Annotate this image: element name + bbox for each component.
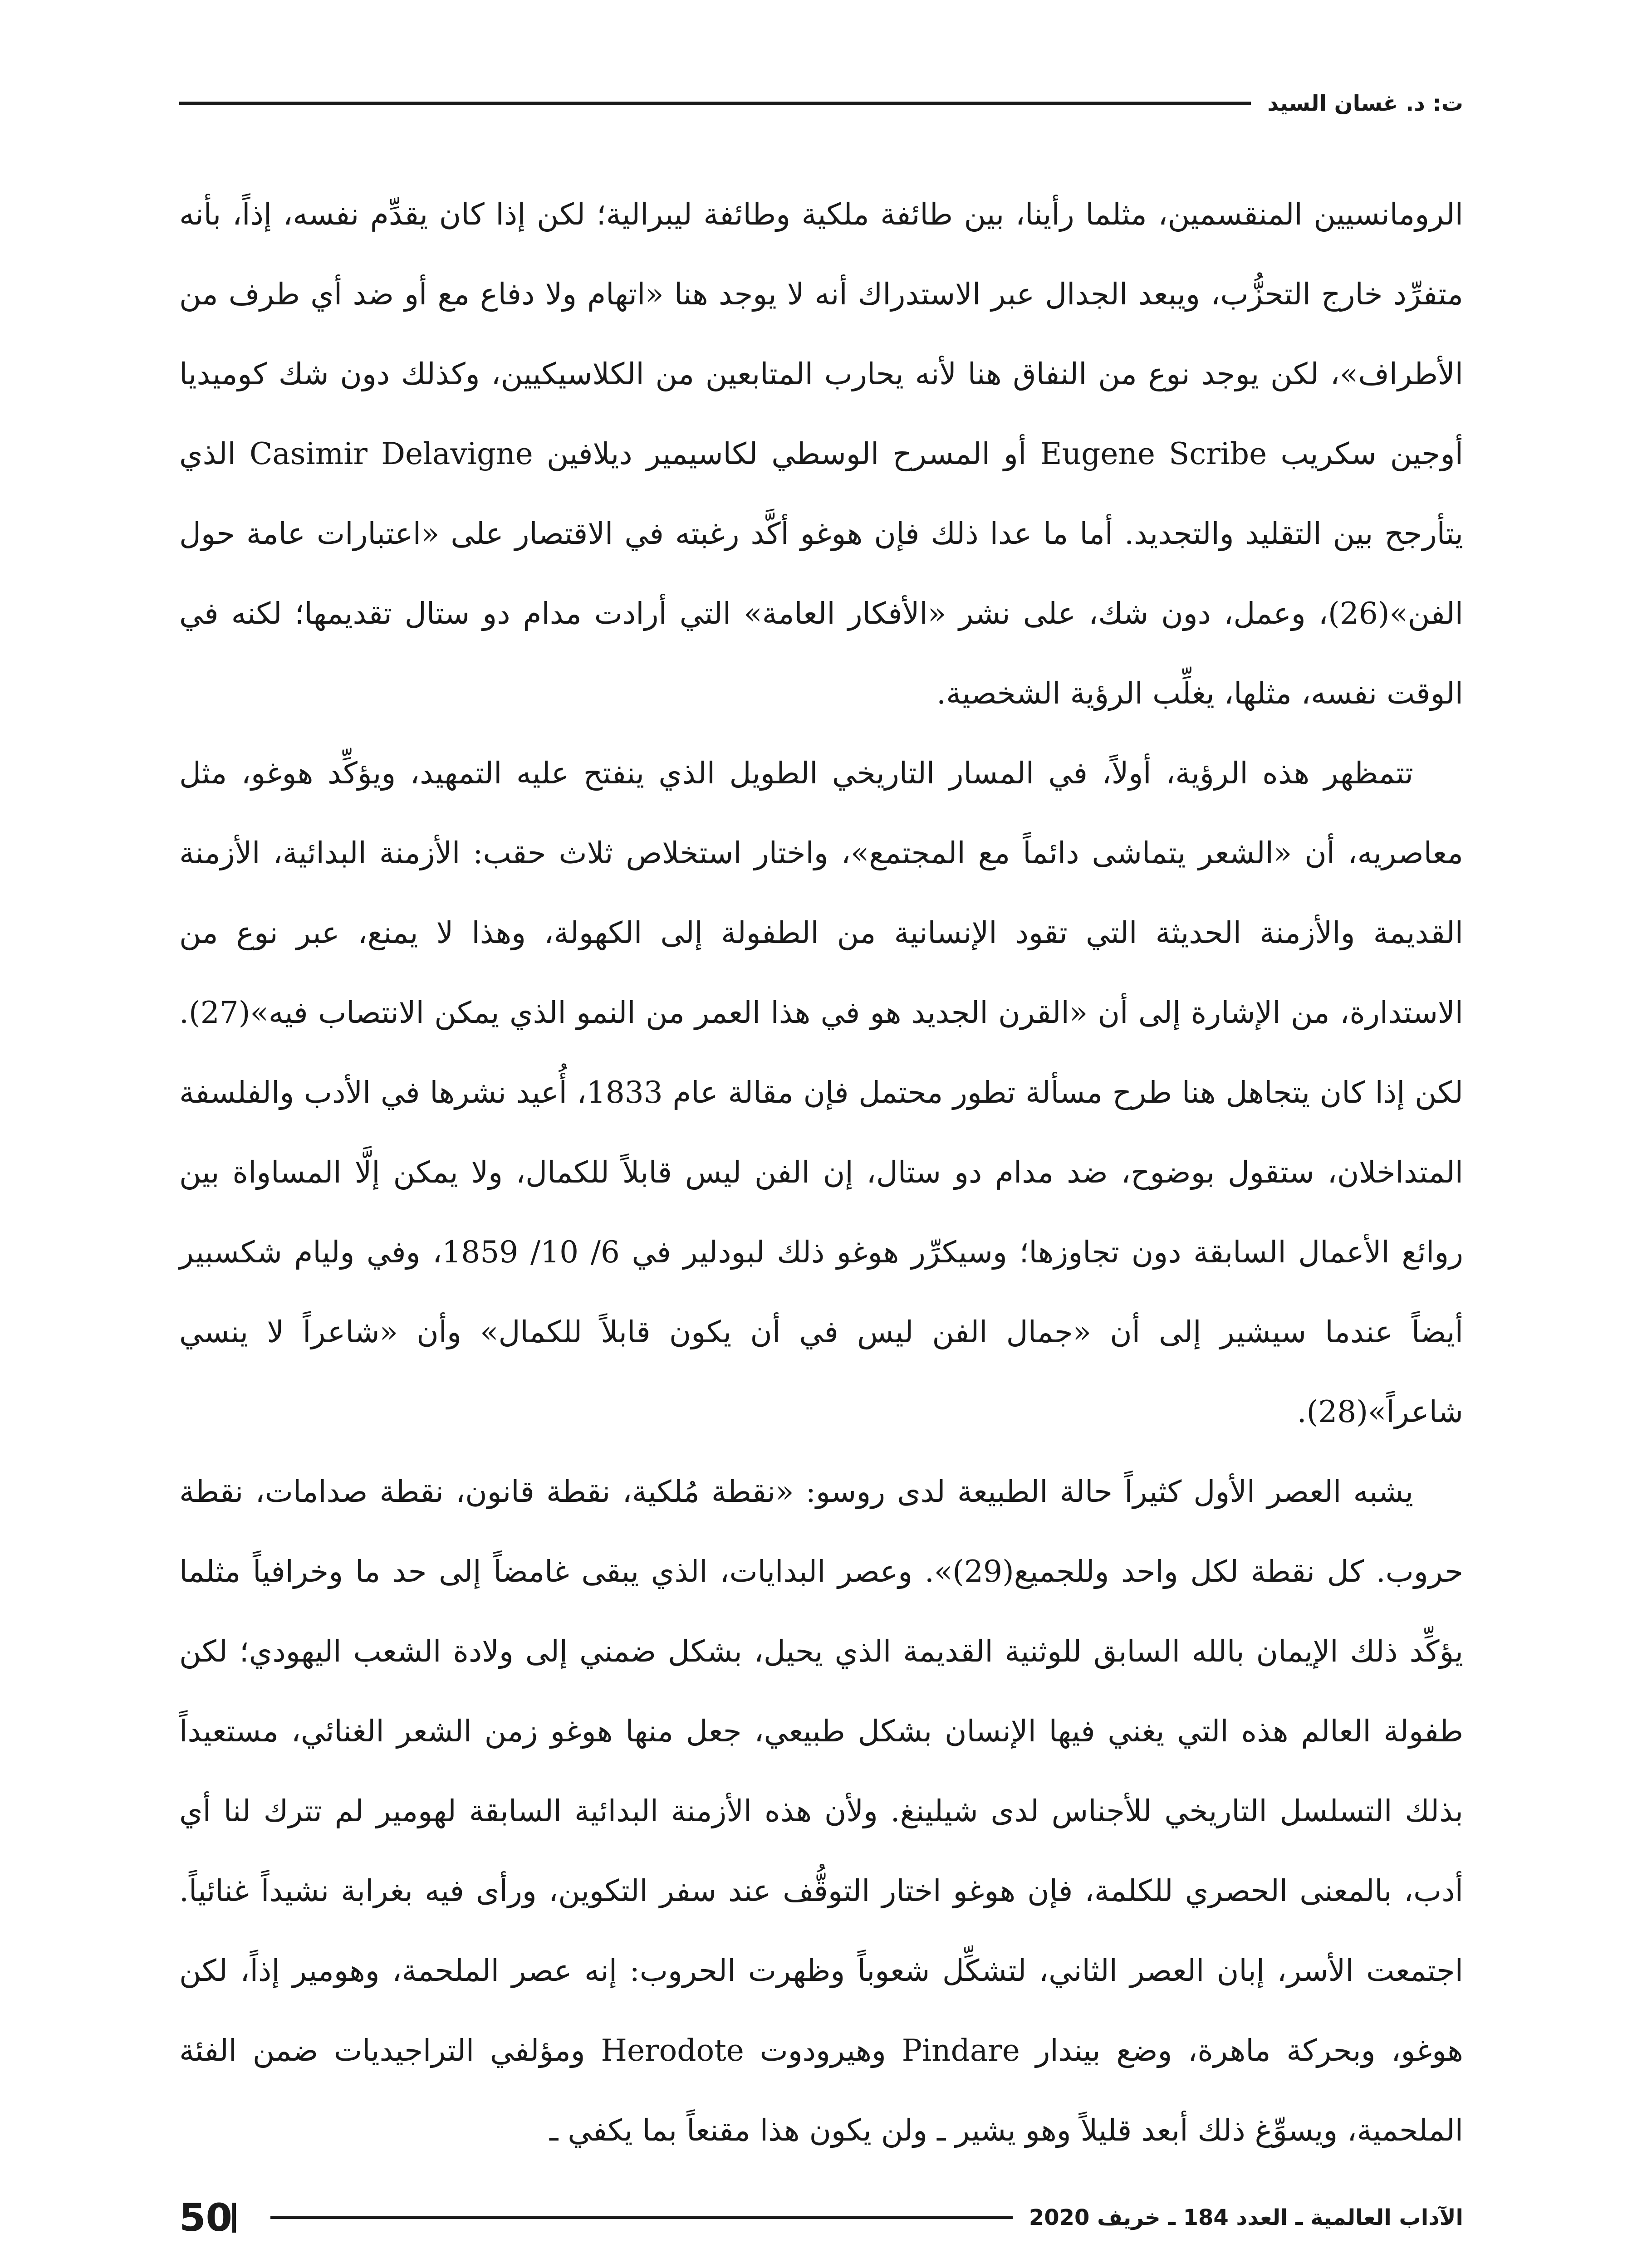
article-body: [179, 175, 1463, 2170]
paragraph: تتمظهر هذه الرؤية، أولاً، في المسار التاريخي الطويل الذي ينفتح عليه التمهيد، ويؤكِّد هوغو، مثل معاصريه، أن «الشعر يتماشى دائماً مع المجتمع»، واختار استخلاص ثلاث حقب: الأزمنة البدائية، الأزمنة القديمة والأزمنة الحديثة التي تقود الإنسانية من الطفولة إلى الكهولة، وهذا لا يمنع، عبر نوع من الاستدارة، من الإشارة إلى أن «القرن الجديد هو في هذا العمر من النمو الذي يمكن الانتصاب فيه»(27). لكن إذا كان يتجاهل هنا طرح مسألة تطور محتمل فإن مقالة عام 1833، أُعيد نشرها في الأدب والفلسفة المتداخلان، ستقول بوضوح، ضد مدام دو ستال، إن الفن ليس قابلاً للكمال، ولا يمكن إلَّا المساواة بين روائع الأعمال السابقة دون تجاوزها؛ وسيكرِّر هوغو ذلك لبودلير في 6/ 10/ 1859، وفي وليام شكسبير أيضاً عندما سيشير إلى أن «جمال الفن ليس في أن يكون قابلاً للكمال» وأن «شاعراً لا ينسي شاعراً»(28).: [179, 756, 1464, 1429]
journal-issue: الآداب العالمية ـ العدد 184 ـ خريف 2020: [1029, 2205, 1463, 2230]
paragraph: يشبه العصر الأول كثيراً حالة الطبيعة لدى روسو: «نقطة مُلكية، نقطة قانون، نقطة صدامات، نقطة حروب. كل نقطة لكل واحد وللجميع(29)». وعصر البدايات، الذي يبقى غامضاً إلى حد ما وخرافياً مثلما يؤكِّد ذلك الإيمان بالله السابق للوثنية القديمة الذي يحيل، بشكل ضمني إلى ولادة الشعب اليهودي؛ لكن طفولة العالم هذه التي يغني فيها الإنسان بشكل طبيعي، جعل منها هوغو زمن الشعر الغنائي، مستعيداً بذلك التسلسل التاريخي للأجناس لدى شيلينغ. ولأن هذه الأزمنة البدائية السابقة لهومير لم تترك لنا أي أدب، بالمعنى الحصري للكلمة، فإن هوغو اختار التوقُّف عند سفر التكوين، ورأى فيه بغرابة نشيداً غنائياً. اجتمعت الأسر، إبان العصر الثاني، لتشكِّل شعوباً وظهرت الحروب: إنه عصر الملحمة، وهومير إذاً، لكن هوغو، وبحركة ماهرة، وضع بيندار Pindare وهيرودوت Herodote ومؤلفي التراجيديات ضمن الفئة الملحمية، ويسوِّغ ذلك أبعد قليلاً وهو يشير ـ ولن يكون هذا مقنعاً بما يكفي ـ: [179, 1474, 1464, 2148]
footer-rule: [270, 2216, 1013, 2219]
running-header: [179, 91, 1463, 116]
running-footer: [179, 2195, 1463, 2240]
footer-separator: [232, 2203, 236, 2233]
header-rule: [179, 102, 1251, 105]
paragraph: الرومانسيين المنقسمين، مثلما رأينا، بين طائفة ملكية وطائفة ليبرالية؛ لكن إذا كان يقدِّم نفسه، إذاً، بأنه متفرِّد خارج التحزُّب، ويبعد الجدال عبر الاستدراك أنه لا يوجد هنا «اتهام ولا دفاع مع أو ضد أي طرف من الأطراف»، لكن يوجد نوع من النفاق هنا لأنه يحارب المتابعين من الكلاسيكيين، وكذلك دون شك كوميديا أوجين سكريب Eugene Scribe أو المسرح الوسطي لكاسيمير ديلافين Casimir Delavigne الذي يتأرجح بين التقليد والتجديد. أما ما عدا ذلك فإن هوغو أكَّد رغبته في الاقتصار على «اعتبارات عامة حول الفن»(26)، وعمل، دون شك، على نشر «الأفكار العامة» التي أرادت مدام دو ستال تقديمها؛ لكنه في الوقت نفسه، مثلها، يغلِّب الرؤية الشخصية.: [179, 197, 1463, 711]
page-number: 50: [179, 2195, 232, 2240]
translator-credit: ت: د. غسان السيد: [1267, 91, 1463, 116]
